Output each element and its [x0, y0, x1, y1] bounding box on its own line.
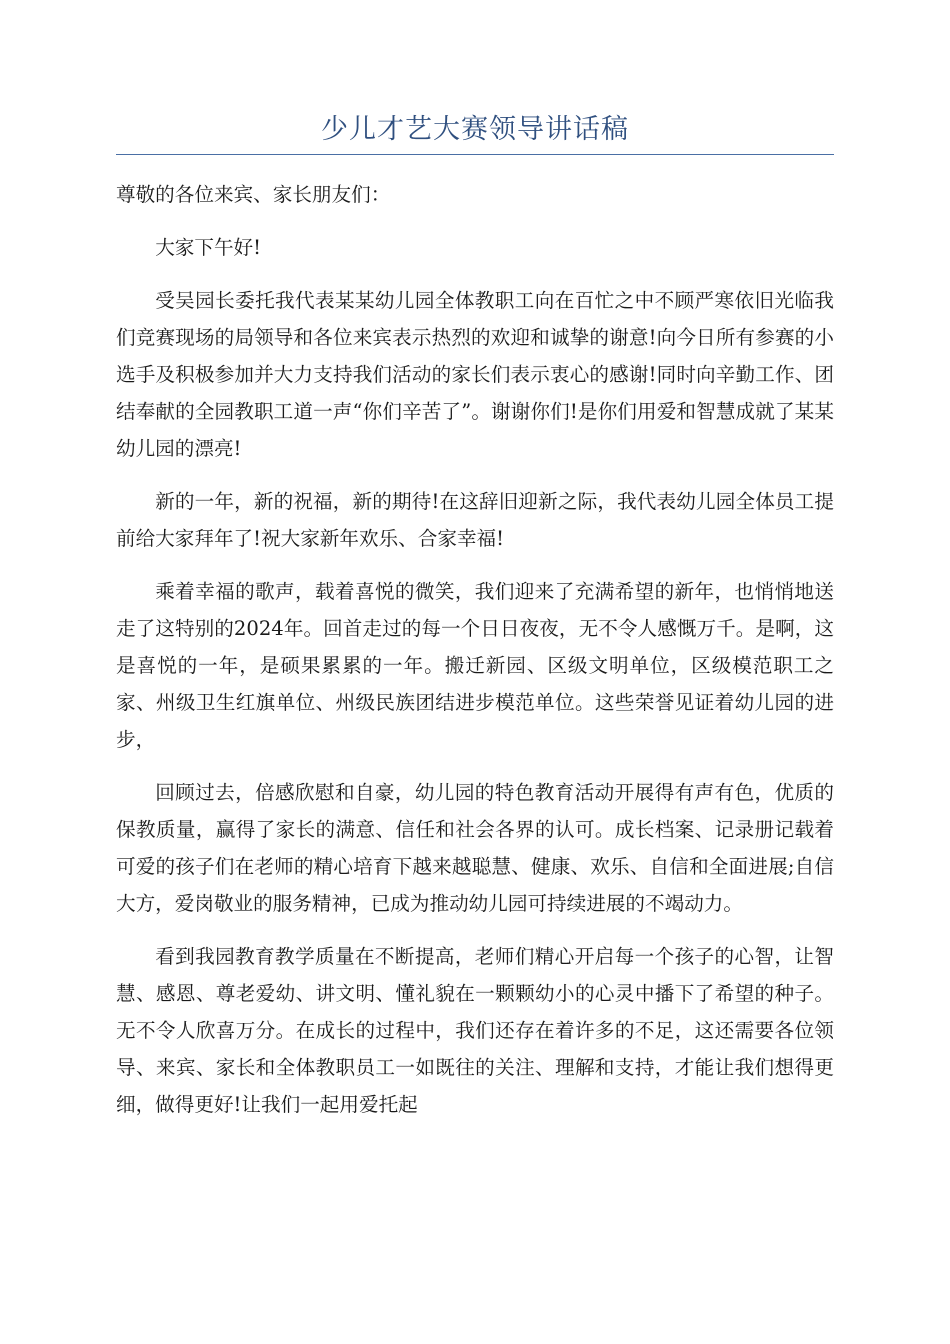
document-body: [116, 176, 834, 1139]
paragraph: 回顾过去，倍感欣慰和自豪，幼儿园的特色教育活动开展得有声有色，优质的保教质量，赢得了家长的满意、信任和社会各界的认可。成长档案、记录册记载着可爱的孩子们在老师的精心培育下越来越聪慧、健康、欢乐、自信和全面进展;自信大方，爱岗敬业的服务精神，已成为推动幼儿园可持续进展的不竭动力。: [116, 781, 834, 915]
salutation: 尊敬的各位来宾、家长朋友们：: [116, 183, 391, 206]
paragraph: 乘着幸福的歌声，载着喜悦的微笑，我们迎来了充满希望的新年，也悄悄地送走了这特别的2024年。回首走过的每一个日日夜夜，无不令人感慨万千。是啊，这是喜悦的一年，是硕果累累的一年。搬迁新园、区级文明单位，区级模范职工之家、州级卫生红旗单位、州级民族团结进步模范单位。这些荣誉见证着幼儿园的进步，: [116, 580, 834, 751]
paragraph-greeting: 大家下午好!: [155, 236, 262, 259]
document-title: 少儿才艺大赛领导讲话稿: [321, 114, 629, 145]
paragraph: 受吴园长委托我代表某某幼儿园全体教职工向在百忙之中不顾严寒依旧光临我们竞赛现场的局领导和各位来宾表示热烈的欢迎和诚挚的谢意!向今日所有参赛的小选手及积极参加并大力支持我们活动的家长们表示衷心的感谢!同时向辛勤工作、团结奉献的全园教职工道一声“你们辛苦了”。谢谢你们!是你们用爱和智慧成就了某某幼儿园的漂亮!: [116, 289, 834, 460]
paragraph: 看到我园教育教学质量在不断提高，老师们精心开启每一个孩子的心智，让智慧、感恩、尊老爱幼、讲文明、懂礼貌在一颗颗幼小的心灵中播下了希望的种子。无不令人欣喜万分。在成长的过程中，我们还存在着许多的不足，这还需要各位领导、来宾、家长和全体教职员工一如既往的关注、理解和支持，才能让我们想得更细，做得更好!让我们一起用爱托起: [116, 945, 834, 1116]
paragraph: 新的一年，新的祝福，新的期待!在这辞旧迎新之际，我代表幼儿园全体员工提前给大家拜年了!祝大家新年欢乐、合家幸福!: [116, 490, 834, 550]
title-underline: [116, 154, 834, 155]
